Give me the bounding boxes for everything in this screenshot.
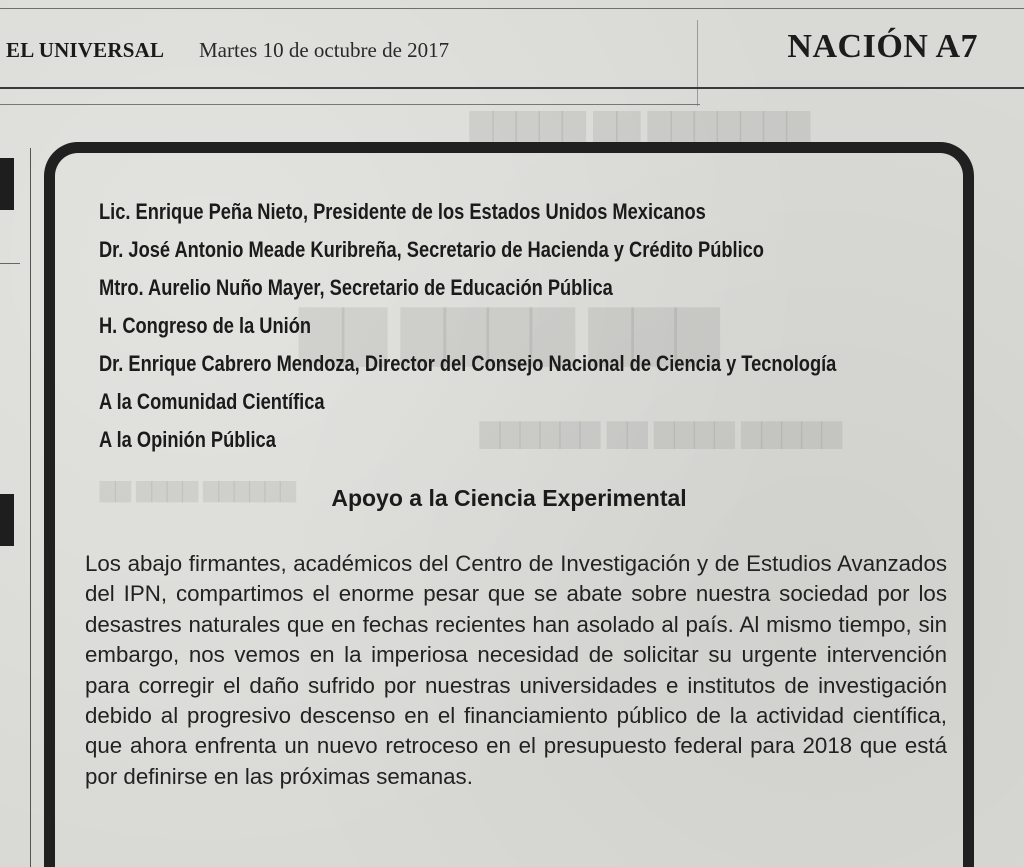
fold-line-vertical — [697, 20, 698, 106]
fold-line — [0, 104, 700, 105]
adjacent-column-block — [0, 494, 14, 546]
section-page-label: NACIÓN A7 — [787, 28, 978, 65]
header-rule — [0, 87, 1024, 89]
adjacent-column-rule — [0, 263, 20, 264]
addressee-line: A la Comunidad Científica — [99, 389, 325, 414]
addressee-list — [99, 193, 836, 459]
addressee-line: Dr. José Antonio Meade Kuribreña, Secretario de Hacienda y Crédito Público — [99, 237, 764, 262]
show-through-texture: ▇▇ ▇▇▇▇ ▇▇▇▇▇▇ — [100, 480, 296, 502]
top-rule — [0, 8, 1024, 9]
addressee-line: Lic. Enrique Peña Nieto, Presidente de los Estados Unidos Mexicanos — [99, 199, 706, 224]
page-header — [0, 22, 1024, 82]
addressee-line: Dr. Enrique Cabrero Mendoza, Director del Consejo Nacional de Ciencia y Tecnología — [99, 351, 837, 376]
open-letter-box — [44, 142, 974, 867]
issue-date: Martes 10 de octubre de 2017 — [199, 38, 450, 62]
show-through-texture: ▇▇ ▇▇▇▇ ▇▇▇ — [300, 301, 719, 364]
masthead: EL UNIVERSAL — [6, 38, 165, 62]
show-through-texture: ▇▇▇▇▇▇ ▇▇ ▇▇▇▇ ▇▇▇▇▇ — [480, 418, 842, 448]
letter-body: Los abajo firmantes, académicos del Centro de Investigación y de Estudios Avanzados del IPN, compartimos el enorme pesar que se abate sobre nuestra sociedad por los desastres naturales que en fechas recientes han asolado al país. Al mismo tiempo, sin embargo, nos vemos en la imperiosa necesidad de solicitar su urgente intervención para corregir el daño sufrido por nuestras universidades e institutos de investigación debido al progresivo descenso en el financiamiento público de la actividad científica, que ahora enfrenta un nuevo retroceso en el presupuesto federal para 2018 que está por definirse en las próximas semanas. — [85, 551, 947, 789]
adjacent-column-block — [0, 158, 14, 210]
addressee-line: H. Congreso de la Unión — [99, 313, 312, 338]
column-rule — [30, 148, 31, 867]
show-through-texture: ▇▇▇▇▇ ▇▇ ▇▇▇▇▇▇▇ — [470, 109, 810, 142]
addressee-line: A la Opinión Pública — [99, 427, 276, 452]
letter-title: Apoyo a la Ciencia Experimental — [331, 485, 687, 511]
addressee-line: Mtro. Aurelio Nuño Mayer, Secretario de Educación Pública — [99, 275, 613, 300]
